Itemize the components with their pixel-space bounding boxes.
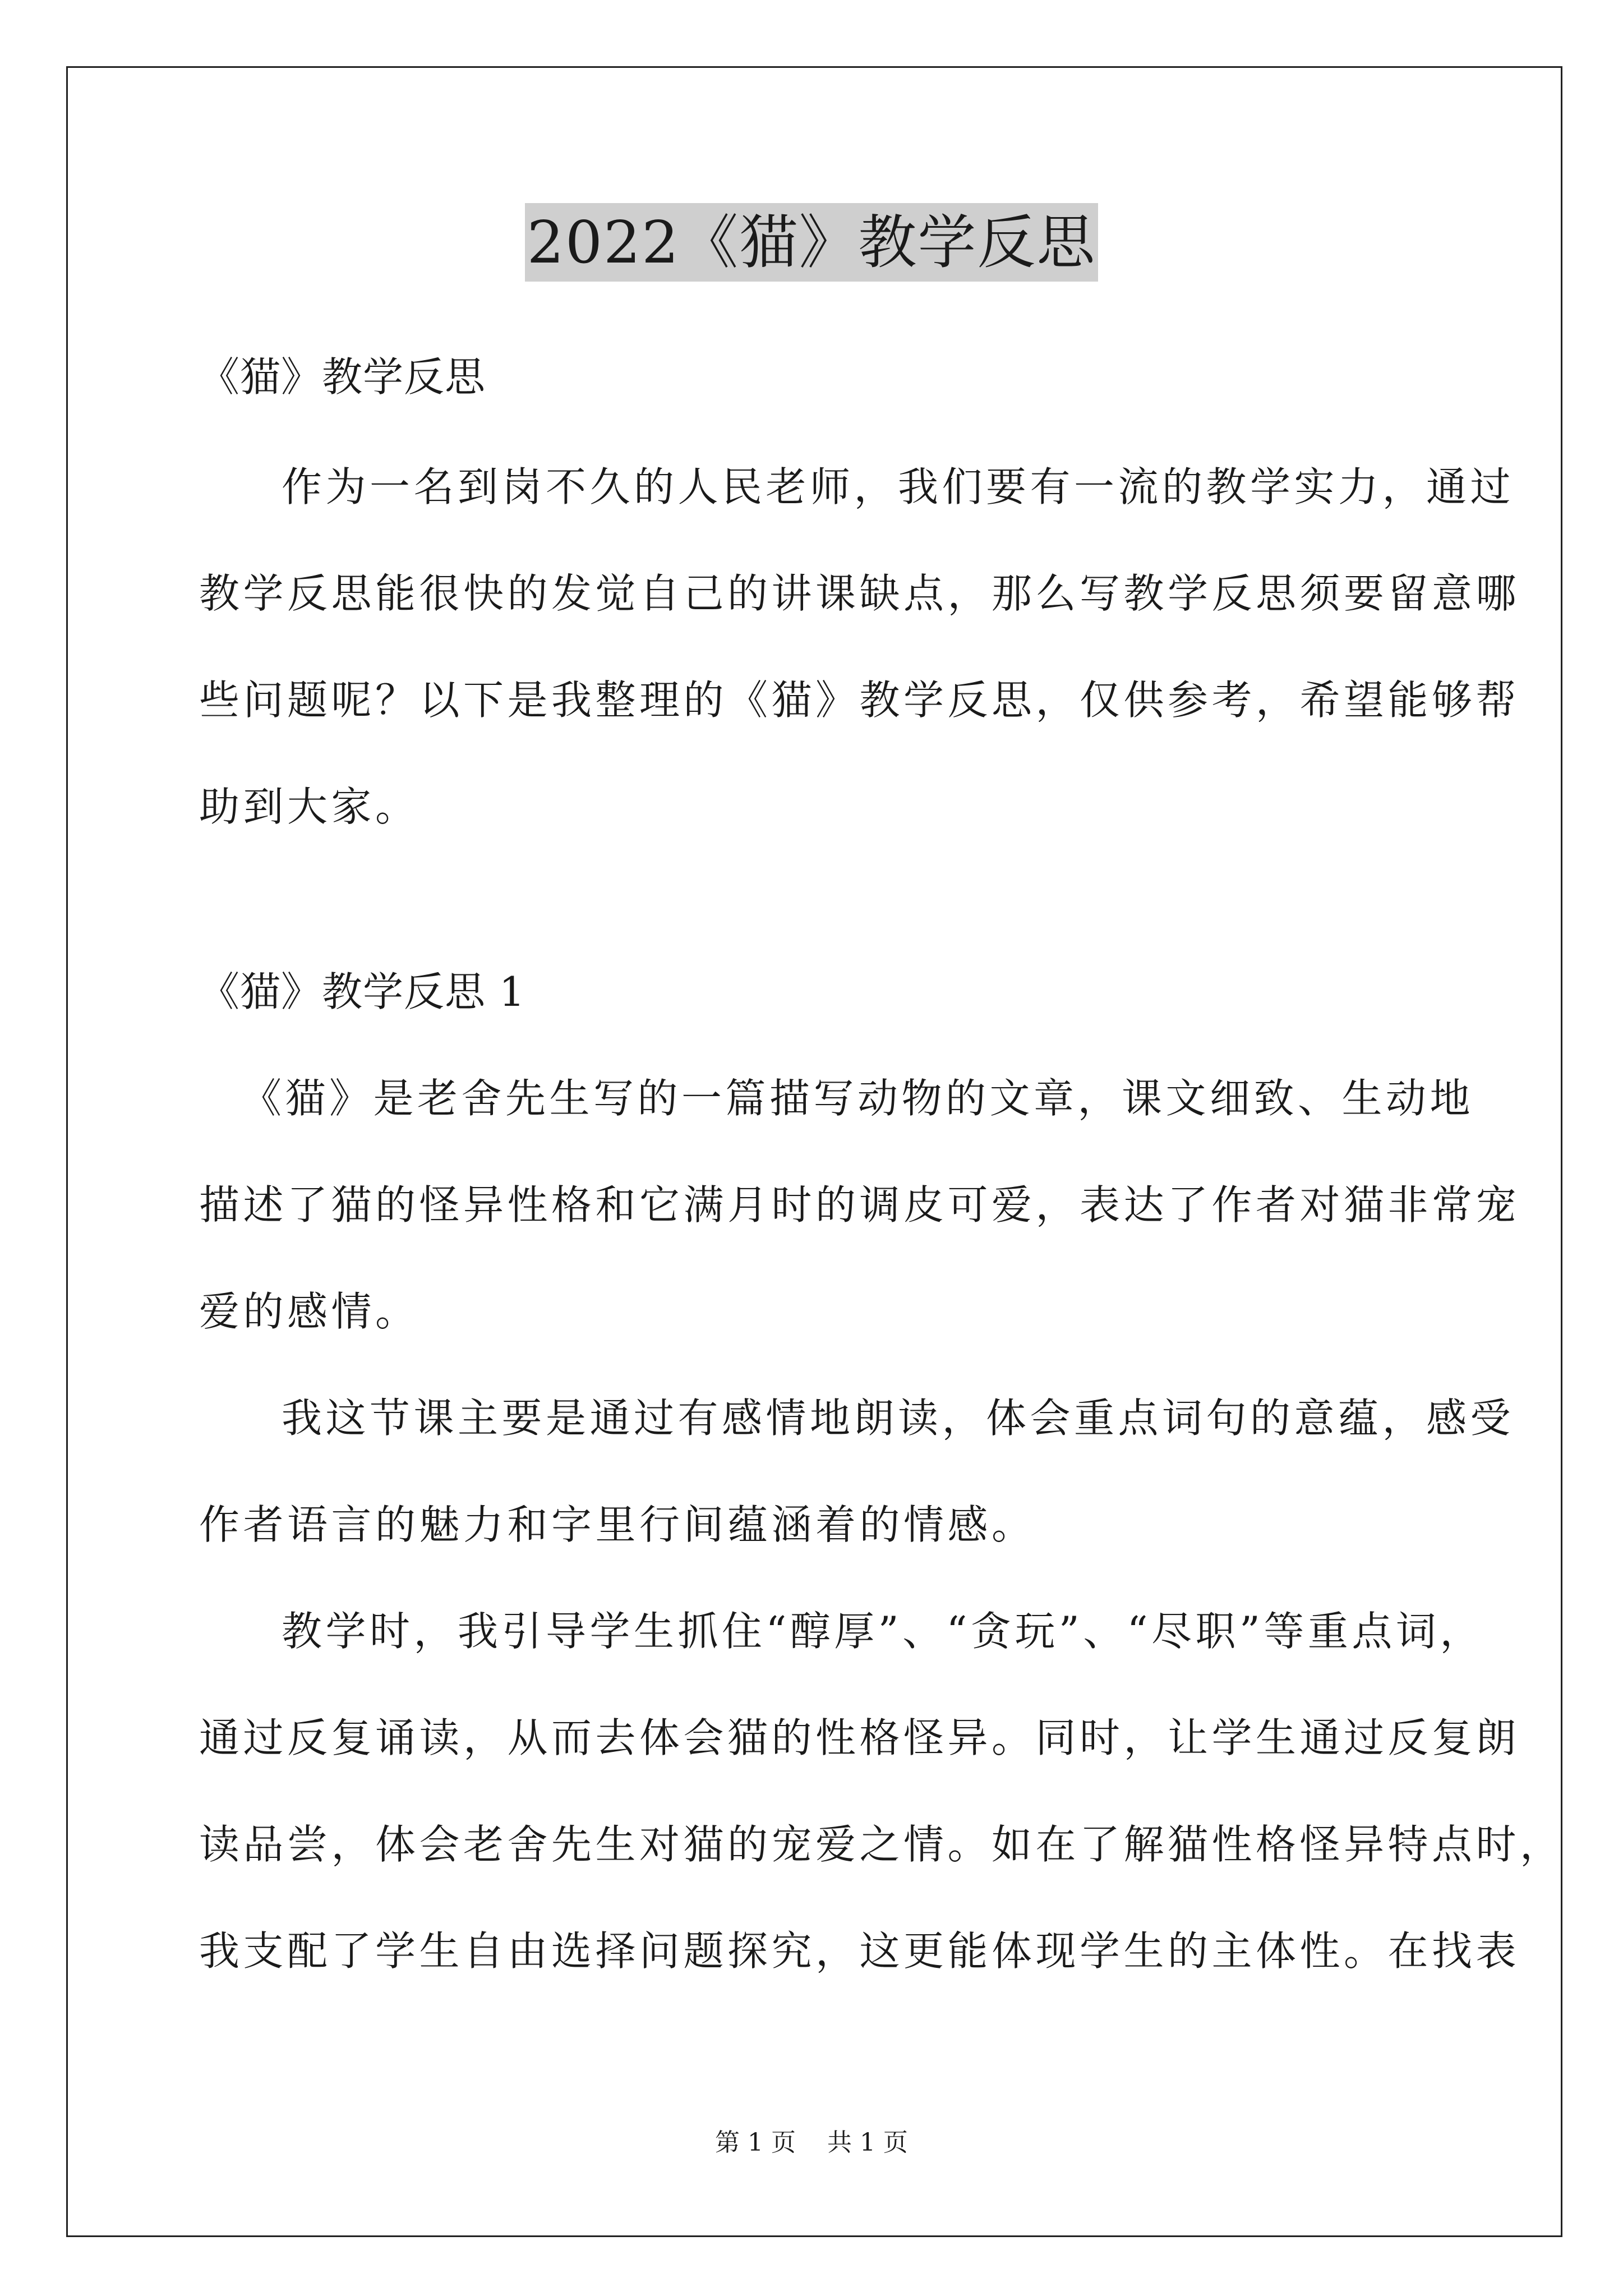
- section1-p1-line: 爱的感情。: [199, 1288, 419, 1335]
- section1-heading: 《猫》教学反思 1: [199, 968, 525, 1015]
- section1-p1-line: 《猫》是老舍先生写的一篇描写动物的文章，课文细致、生动地: [241, 1075, 1474, 1122]
- section1-p3-line: 我支配了学生自由选择问题探究，这更能体现学生的主体性。在找表: [199, 1927, 1520, 1975]
- intro-line: 些问题呢？以下是我整理的《猫》教学反思，仅供参考，希望能够帮: [199, 677, 1520, 724]
- title-block: [0, 203, 1623, 282]
- page-title: 2022《猫》教学反思: [525, 203, 1099, 282]
- intro-heading: 《猫》教学反思: [199, 353, 486, 401]
- section1-p2-line: 作者语言的魅力和字里行间蕴涵着的情感。: [199, 1501, 1036, 1548]
- intro-line: 助到大家。: [199, 783, 419, 830]
- section1-p1-line: 描述了猫的怪异性格和它满月时的调皮可爱，表达了作者对猫非常宠: [199, 1181, 1520, 1228]
- intro-line: 作为一名到岗不久的人民老师，我们要有一流的教学实力，通过: [282, 463, 1515, 510]
- section1-p3-line: 通过反复诵读，从而去体会猫的性格怪异。同时，让学生通过反复朗: [199, 1714, 1520, 1761]
- intro-line: 教学反思能很快的发觉自己的讲课缺点，那么写教学反思须要留意哪: [199, 570, 1520, 617]
- page-footer: 第 1 页 共 1 页: [715, 2128, 908, 2157]
- section1-p2-line: 我这节课主要是通过有感情地朗读，体会重点词句的意蕴，感受: [282, 1395, 1515, 1442]
- section1-p3-line: 教学时，我引导学生抓住“醇厚”、“贪玩”、“尽职”等重点词，: [282, 1608, 1484, 1655]
- section1-p3-line: 读品尝，体会老舍先生对猫的宠爱之情。如在了解猫性格怪异特点时，: [199, 1821, 1564, 1868]
